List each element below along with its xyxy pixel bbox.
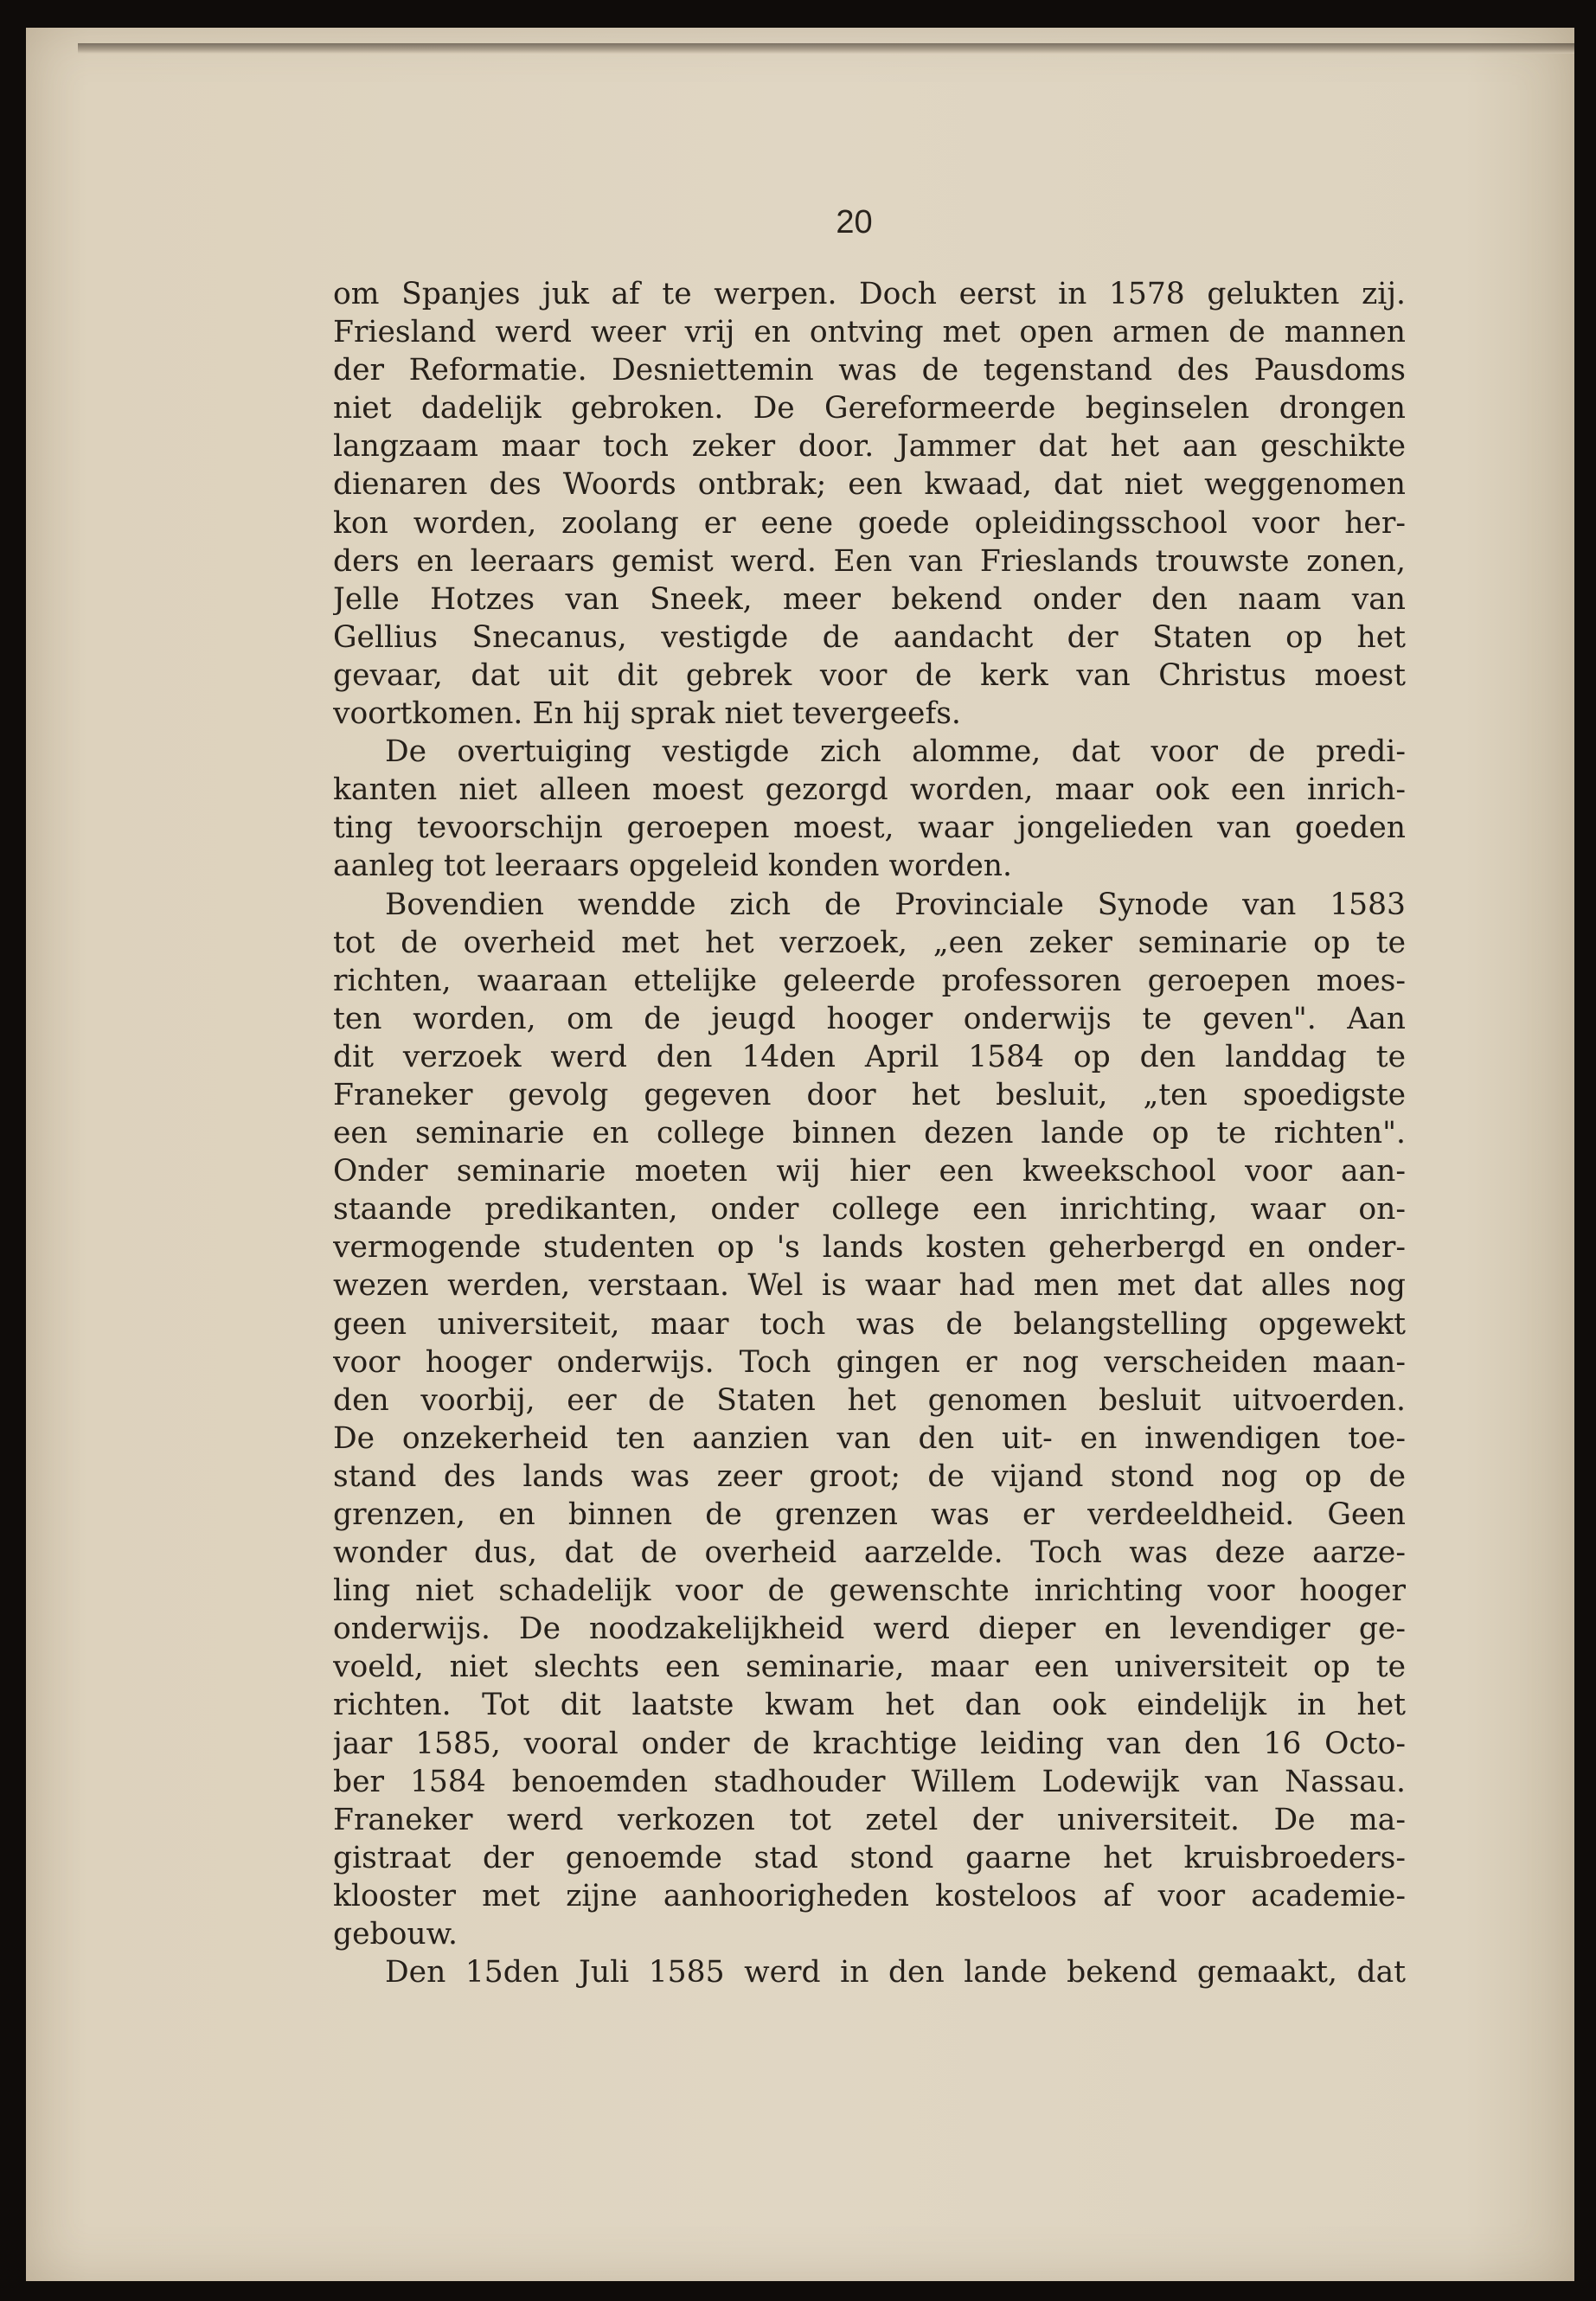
text-line: grenzen, en binnen de grenzen was er verdeeldheid. Geen <box>333 1497 1406 1532</box>
text-line: ling niet schadelijk voor de gewenschte inrichting voor hooger <box>333 1574 1406 1609</box>
text-line: ders en leeraars gemist werd. Een van Frieslands trouwste zonen, <box>333 543 1406 579</box>
text-line: Franeker werd verkozen tot zetel der universiteit. De ma- <box>333 1802 1406 1837</box>
text-line: jaar 1585, vooral onder de krachtige leiding van den 16 Octo- <box>333 1726 1406 1761</box>
text-line: staande predikanten, onder college een inrichting, waar on- <box>333 1192 1406 1227</box>
page-edge-shadow <box>78 43 1574 54</box>
text-line: der Reformatie. Desniettemin was de tegenstand des Pausdoms <box>333 353 1406 388</box>
text-line: den voorbij, eer de Staten het genomen besluit uitvoerden. <box>333 1382 1406 1418</box>
text-line: De onzekerheid ten aanzien van den uit- en inwendigen toe- <box>333 1420 1406 1456</box>
text-line: Den 15den Juli 1585 werd in den lande bekend gemaakt, dat <box>385 1955 1406 1990</box>
text-line: kon worden, zoolang er eene goede opleidingsschool voor her- <box>333 505 1406 541</box>
text-line: aanleg tot leeraars opgeleid konden worden. <box>333 849 1012 884</box>
page-number: 20 <box>836 204 873 240</box>
text-line: niet dadelijk gebroken. De Gereformeerde beginselen drongen <box>333 391 1406 426</box>
text-line: wonder dus, dat de overheid aarzelde. Toch was deze aarze- <box>333 1535 1406 1571</box>
text-line: richten. Tot dit laatste kwam het dan ook eindelijk in het <box>333 1688 1406 1723</box>
text-line: dit verzoek werd den 14den April 1584 op den landdag te <box>333 1039 1406 1074</box>
text-line: De overtuiging vestigde zich alomme, dat voor de predi- <box>385 734 1406 770</box>
text-line: richten, waaraan ettelijke geleerde professoren geroepen moes- <box>333 963 1406 998</box>
text-line: Onder seminarie moeten wij hier een kweekschool voor aan- <box>333 1154 1406 1189</box>
text-line: Franeker gevolg gegeven door het besluit, „ten spoedigste <box>333 1077 1406 1112</box>
text-line: voortkomen. En hij sprak niet tevergeefs. <box>333 696 961 732</box>
text-line: klooster met zijne aanhoorigheden kosteloos af voor academie- <box>333 1878 1406 1913</box>
text-line: ber 1584 benoemden stadhouder Willem Lodewijk van Nassau. <box>333 1764 1406 1799</box>
text-line: ten worden, om de jeugd hooger onderwijs te geven". Aan <box>333 1001 1406 1036</box>
text-line: Bovendien wendde zich de Provinciale Synode van 1583 <box>385 887 1406 922</box>
text-line: een seminarie en college binnen dezen lande op te richten". <box>333 1116 1406 1151</box>
text-line: langzaam maar toch zeker door. Jammer dat het aan geschikte <box>333 429 1406 465</box>
text-line: voeld, niet slechts een seminarie, maar een universiteit op te <box>333 1650 1406 1685</box>
text-line: Gellius Snecanus, vestigde de aandacht der Staten op het <box>333 619 1406 655</box>
text-line: stand des lands was zeer groot; de vijand stond nog op de <box>333 1458 1406 1494</box>
text-line: dienaren des Woords ontbrak; een kwaad, dat niet weggenomen <box>333 467 1406 503</box>
text-line: ting tevoorschijn geroepen moest, waar jongelieden van goeden <box>333 811 1406 846</box>
text-line: tot de overheid met het verzoek, „een zeker seminarie op te <box>333 925 1406 960</box>
text-line: Friesland werd weer vrij en ontving met open armen de mannen <box>333 315 1406 350</box>
text-line: geen universiteit, maar toch was de belangstelling opgewekt <box>333 1306 1406 1342</box>
text-line: gevaar, dat uit dit gebrek voor de kerk van Christus moest <box>333 657 1406 693</box>
text-line: vermogende studenten op 's lands kosten geherbergd en onder- <box>333 1230 1406 1266</box>
body-text <box>333 275 1406 1991</box>
text-line: om Spanjes juk af te werpen. Doch eerst in 1578 gelukten zij. <box>333 277 1406 311</box>
text-line: voor hooger onderwijs. Toch gingen er nog verscheiden maan- <box>333 1344 1406 1380</box>
text-line: onderwijs. De noodzakelijkheid werd dieper en levendiger ge- <box>333 1612 1406 1647</box>
text-line: gistraat der genoemde stad stond gaarne het kruisbroeders- <box>333 1840 1406 1875</box>
text-line: gebouw. <box>333 1917 458 1952</box>
text-line: Jelle Hotzes van Sneek, meer bekend onder den naam van <box>333 581 1406 617</box>
text-line: wezen werden, verstaan. Wel is waar had men met dat alles nog <box>333 1268 1406 1304</box>
text-line: kanten niet alleen moest gezorgd worden, maar ook een inrich- <box>333 772 1406 808</box>
